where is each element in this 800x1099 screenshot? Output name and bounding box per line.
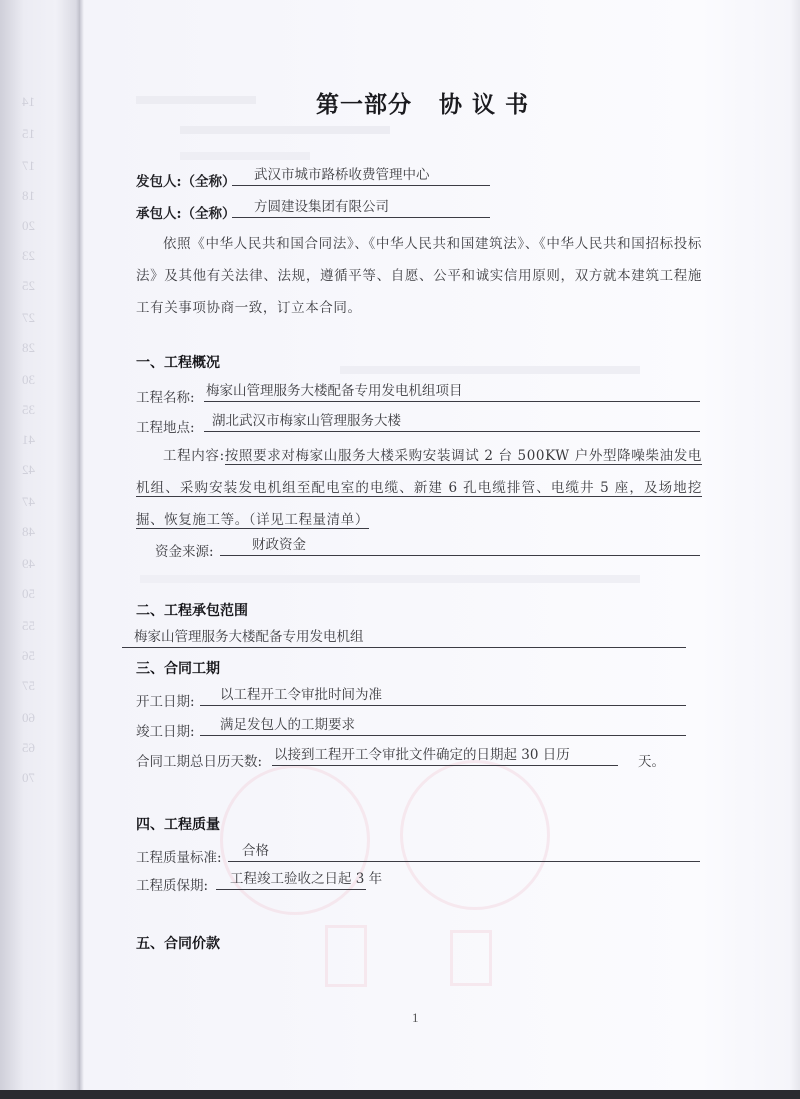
bleed-number: 56 xyxy=(22,648,35,663)
stamp-bleed-square xyxy=(325,925,367,987)
bleed-number: 57 xyxy=(22,678,35,693)
bleed-number: 42 xyxy=(22,462,35,477)
employer-field xyxy=(232,168,490,186)
project-content-paragraph xyxy=(136,440,702,536)
start-date-label: 开工日期: xyxy=(136,694,195,710)
project-content-value: 按照要求对梅家山服务大楼采购安装调试 2 台 500KW 户外型降噪柴油发电机组、采购安装发电机组至配电室的电缆、新建 6 孔电缆排管、电缆井 5 座，及场地挖掘、恢复施工等。（详见工程量清单） xyxy=(136,448,702,528)
section-heading: 三、合同工期 xyxy=(136,661,220,677)
bleed-number: 65 xyxy=(22,740,35,755)
contract-page xyxy=(80,0,800,1090)
employer-label: 发包人:（全称） xyxy=(136,174,236,190)
preamble-paragraph: 依照《中华人民共和国合同法》、《中华人民共和国建筑法》、《中华人民共和国招标投标法》及其他有关法律、法规，遵循平等、自愿、公平和诚实信用原则，双方就本建筑工程施工有关事项协商一致，订立本合同。 xyxy=(136,236,702,316)
bleed-number: 48 xyxy=(22,524,35,539)
section-heading: 五、合同价款 xyxy=(136,936,220,952)
bleed-number: 70 xyxy=(22,770,35,785)
project-name-field xyxy=(204,384,700,402)
start-date-field xyxy=(200,688,686,706)
section-heading: 一、工程概况 xyxy=(136,355,220,371)
quality-standard-field xyxy=(228,844,700,862)
bleed-number: 41 xyxy=(22,432,35,447)
bleed-number: 55 xyxy=(22,618,35,633)
bleed-number: 60 xyxy=(22,710,35,725)
employer-row xyxy=(136,170,235,190)
warranty-value: 工程竣工验收之日起 3 年 xyxy=(230,871,383,887)
quality-standard-value: 合格 xyxy=(242,843,269,859)
bleed-number: 15 xyxy=(22,126,35,141)
project-name-value: 梅家山管理服务大楼配备专用发电机组项目 xyxy=(206,383,463,399)
bleed-number: 49 xyxy=(22,556,35,571)
scanner-edge xyxy=(0,1090,800,1099)
funding-label: 资金来源: xyxy=(155,544,214,560)
funding-field xyxy=(220,538,700,556)
project-content-label: 工程内容: xyxy=(163,448,225,464)
page-number: 1 xyxy=(412,1010,419,1025)
bleed-through-text xyxy=(136,96,256,104)
bleed-through-text xyxy=(140,575,640,583)
end-date-field xyxy=(200,718,686,736)
bleed-number: 27 xyxy=(22,310,35,325)
bleed-through-text xyxy=(180,152,310,160)
contractor-value: 方圆建设集团有限公司 xyxy=(254,199,389,215)
contractor-label: 承包人:（全称） xyxy=(136,206,236,222)
page-title: 第一部分 协 议 书 xyxy=(316,92,530,118)
previous-page-spine xyxy=(0,0,80,1090)
project-location-label: 工程地点: xyxy=(136,420,195,436)
total-days-field xyxy=(272,748,618,766)
bleed-number: 20 xyxy=(22,218,35,233)
end-date-label: 竣工日期: xyxy=(136,724,195,740)
bleed-number: 30 xyxy=(22,372,35,387)
bleed-number: 28 xyxy=(22,340,35,355)
scope-field xyxy=(122,630,686,648)
funding-value: 财政资金 xyxy=(252,537,306,553)
warranty-label: 工程质保期: xyxy=(136,878,209,894)
bleed-number: 14 xyxy=(22,94,35,109)
contractor-field xyxy=(232,200,490,218)
bleed-number: 35 xyxy=(22,402,35,417)
contractor-row xyxy=(136,202,235,222)
employer-value: 武汉市城市路桥收费管理中心 xyxy=(254,167,430,183)
stamp-bleed-square xyxy=(450,930,492,986)
total-days-value: 以接到工程开工令审批文件确定的日期起 30 日历 xyxy=(274,747,570,763)
stamp-bleed-round xyxy=(400,760,550,910)
scope-value: 梅家山管理服务大楼配备专用发电机组 xyxy=(134,629,364,645)
end-date-value: 满足发包人的工期要求 xyxy=(220,717,355,733)
project-name-label: 工程名称: xyxy=(136,390,195,406)
bleed-number: 18 xyxy=(22,188,35,203)
bleed-number: 17 xyxy=(22,158,35,173)
bleed-number: 50 xyxy=(22,586,35,601)
warranty-field xyxy=(216,871,383,890)
bleed-through-text xyxy=(340,366,640,374)
bleed-number: 23 xyxy=(22,248,35,263)
total-days-suffix: 天。 xyxy=(638,754,665,770)
bleed-number: 25 xyxy=(22,278,35,293)
quality-standard-label: 工程质量标准: xyxy=(136,850,222,866)
section-heading: 四、工程质量 xyxy=(136,817,220,833)
bleed-number: 47 xyxy=(22,494,35,509)
project-location-value: 湖北武汉市梅家山管理服务大楼 xyxy=(212,413,401,429)
bleed-through-text xyxy=(180,126,390,134)
total-days-label: 合同工期总日历天数: xyxy=(136,754,263,770)
project-location-field xyxy=(204,414,700,432)
section-heading: 二、工程承包范围 xyxy=(136,603,248,619)
start-date-value: 以工程开工令审批时间为准 xyxy=(220,687,382,703)
